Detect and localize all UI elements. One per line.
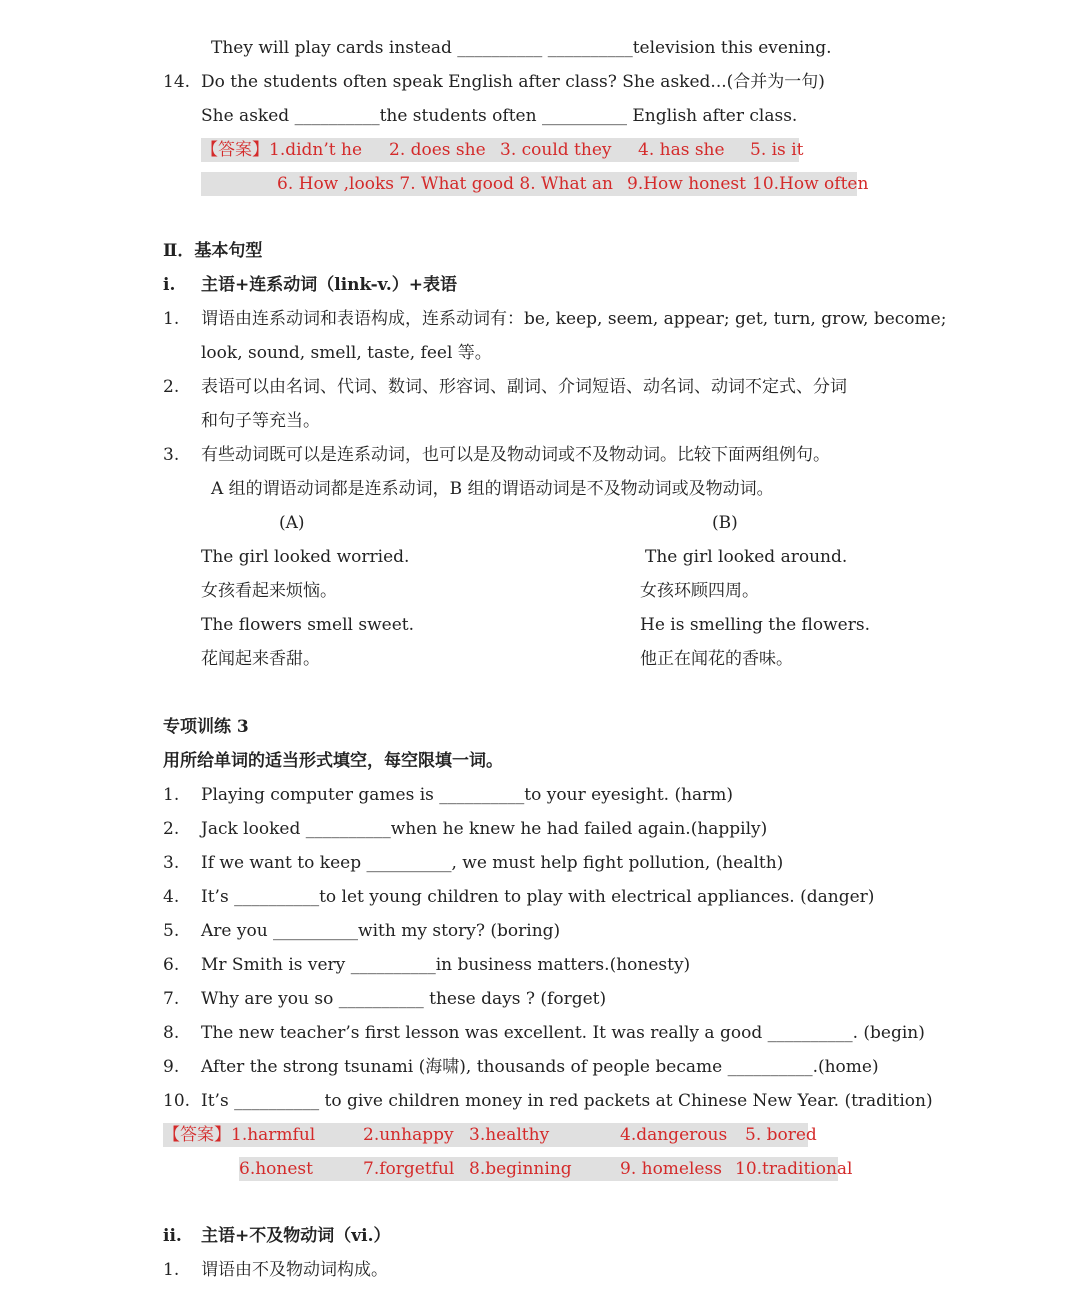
- example-b: The girl looked around.: [645, 547, 848, 567]
- subsection-title: 主语+不及物动词（vi.）: [201, 1226, 391, 1246]
- question-number: 1.: [163, 785, 180, 805]
- exercise-line-13b: They will play cards instead __________ __________television this evening.: [211, 38, 832, 58]
- list-item-text: A 组的谓语动词都是连系动词，B 组的谓语动词是不及物动词或及物动词。: [211, 479, 774, 499]
- example-a: The girl looked worried.: [201, 547, 410, 567]
- question-text: Jack looked __________when he knew he had failed again.(happily): [201, 819, 768, 839]
- exercise-instruction: 用所给单词的适当形式填空，每空限填一词。: [163, 751, 503, 771]
- question-text: Mr Smith is very __________in business matters.(honesty): [201, 955, 691, 975]
- subsection-label: i.: [163, 275, 176, 295]
- question-number: 2.: [163, 819, 180, 839]
- answer-item: 【答案】1.didn’t he: [201, 140, 363, 160]
- list-item-number: 2.: [163, 377, 180, 397]
- question-number: 14.: [163, 72, 191, 92]
- list-item-text: 谓语由连系动词和表语构成，连系动词有：be, keep, seem, appear; get, turn, grow, become;: [201, 309, 947, 329]
- answer-item: 3. could they: [500, 140, 612, 160]
- question-text: It’s __________to let young children to play with electrical appliances. (danger): [201, 887, 875, 907]
- question-text: It’s __________ to give children money in red packets at Chinese New Year. (tradition): [201, 1091, 933, 1111]
- question-text: The new teacher’s first lesson was excellent. It was really a good __________. (begin): [201, 1023, 925, 1043]
- question-number: 8.: [163, 1023, 180, 1043]
- answer-item: 6.honest: [239, 1159, 313, 1179]
- answer-item: 9.How honest: [627, 174, 746, 194]
- question-number: 6.: [163, 955, 180, 975]
- subsection-title: 主语+连系动词（link-v.）+表语: [201, 275, 457, 295]
- question-number: 4.: [163, 887, 180, 907]
- answer-item: 7.forgetful: [363, 1159, 455, 1179]
- group-a-label: (A): [279, 513, 305, 533]
- question-number: 3.: [163, 853, 180, 873]
- question-text: If we want to keep __________, we must help fight pollution, (health): [201, 853, 784, 873]
- list-item-text: 表语可以由名词、代词、数词、形容词、副词、介词短语、动名词、动词不定式、分词: [201, 377, 847, 397]
- list-item-number: 1.: [163, 309, 180, 329]
- section-heading: Ⅱ．基本句型: [163, 241, 263, 261]
- answer-item: 【答案】1.harmful: [163, 1125, 316, 1145]
- question-number: 5.: [163, 921, 180, 941]
- question-number: 7.: [163, 989, 180, 1009]
- answer-item: 8.beginning: [469, 1159, 572, 1179]
- list-item-number: 1.: [163, 1260, 180, 1280]
- answer-item: 10.How often: [752, 174, 869, 194]
- answer-item: 3.healthy: [469, 1125, 550, 1145]
- subsection-label: ii.: [163, 1226, 182, 1246]
- answer-item: 2.unhappy: [363, 1125, 454, 1145]
- question-text: After the strong tsunami (海啸), thousands of people became __________.(home): [201, 1057, 879, 1077]
- answer-item: 2. does she: [389, 140, 486, 160]
- answer-item: 4. has she: [638, 140, 725, 160]
- list-item-text: look, sound, smell, taste, feel 等。: [201, 343, 492, 363]
- answer-item: 4.dangerous: [620, 1125, 728, 1145]
- question-number: 9.: [163, 1057, 180, 1077]
- example-b: 他正在闻花的香味。: [640, 649, 793, 669]
- group-b-label: (B): [712, 513, 738, 533]
- example-a: 女孩看起来烦恼。: [201, 581, 337, 601]
- answer-item: 6. How ,looks 7. What good 8. What an: [277, 174, 613, 194]
- question-text: Why are you so __________ these days ? (forget): [201, 989, 607, 1009]
- answer-item: 10.traditional: [735, 1159, 853, 1179]
- list-item-text: 有些动词既可以是连系动词，也可以是及物动词或不及物动词。比较下面两组例句。: [201, 445, 830, 465]
- list-item-text: 和句子等充当。: [201, 411, 320, 431]
- answer-item: 5. bored: [745, 1125, 817, 1145]
- question-text: Playing computer games is __________to your eyesight. (harm): [201, 785, 734, 805]
- exercise-title: 专项训练 3: [163, 717, 249, 737]
- example-b: He is smelling the flowers.: [640, 615, 870, 635]
- example-a: 花闻起来香甜。: [201, 649, 320, 669]
- list-item-text: 谓语由不及物动词构成。: [201, 1260, 388, 1280]
- answer-item: 9. homeless: [620, 1159, 722, 1179]
- list-item-number: 3.: [163, 445, 180, 465]
- example-a: The flowers smell sweet.: [201, 615, 415, 635]
- example-b: 女孩环顾四周。: [640, 581, 759, 601]
- question-text: Are you __________with my story? (boring): [201, 921, 561, 941]
- question-text: Do the students often speak English after class? She asked...(合并为一句): [201, 72, 825, 92]
- question-number: 10.: [163, 1091, 191, 1111]
- question-answer-line: She asked __________the students often __________ English after class.: [201, 106, 798, 126]
- answer-item: 5. is it: [750, 140, 804, 160]
